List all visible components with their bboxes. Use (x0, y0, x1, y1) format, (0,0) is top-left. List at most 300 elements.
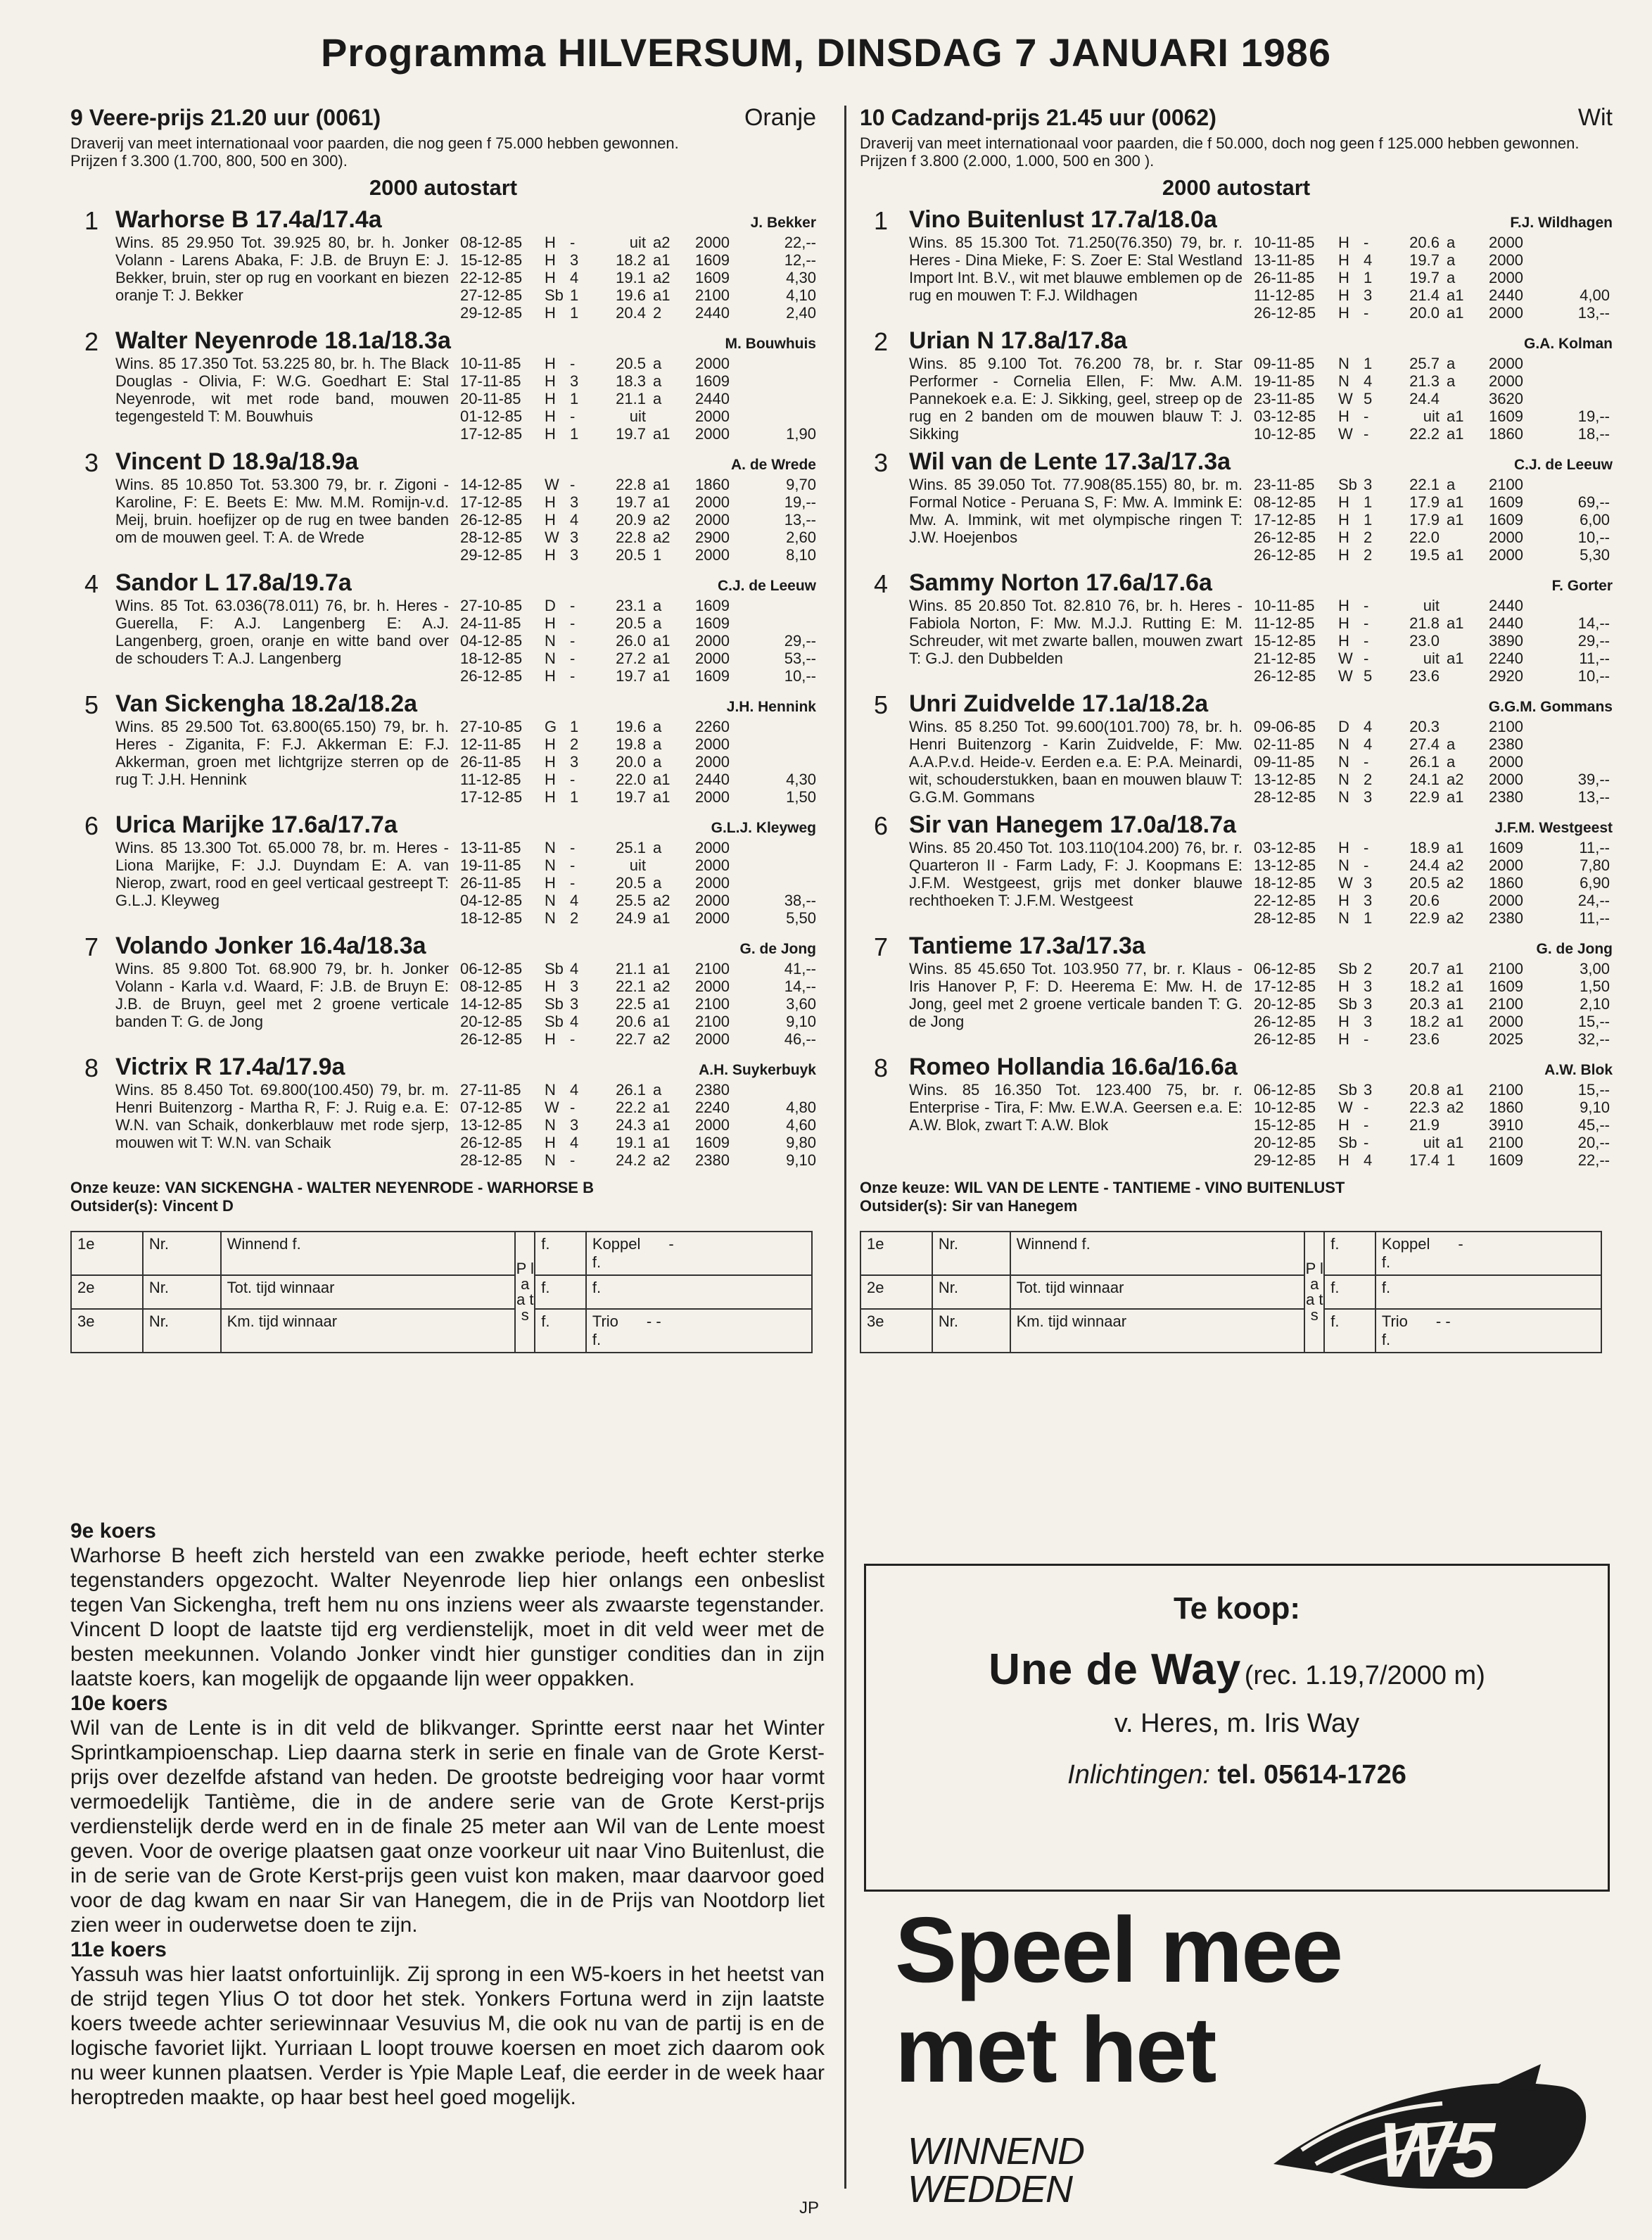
start-cell: a (653, 614, 662, 632)
horse-name: Sammy Norton 17.6a/17.6a (909, 569, 1212, 596)
horse-details (115, 476, 816, 564)
start-cell: 1 (570, 788, 579, 806)
horse-details (909, 355, 1613, 443)
start-cell: H (545, 390, 556, 407)
start-cell: 18.9 (1409, 839, 1440, 856)
start-cell: H (1338, 304, 1349, 322)
horse-details (909, 234, 1613, 322)
start-cell: a1 (1447, 425, 1464, 443)
start-cell: 3910 (1489, 1116, 1523, 1134)
start-cell (763, 735, 816, 753)
start-cell: 11,-- (1579, 909, 1610, 927)
start-row (460, 892, 816, 909)
start-cell (763, 355, 816, 372)
our-choice: Onze keuze: VAN SICKENGHA - WALTER NEYENRODE - WARHORSE B (70, 1179, 594, 1196)
start-cell: a1 (653, 1116, 671, 1134)
result-r3: 3e (867, 1312, 884, 1330)
start-cell: 2380 (1489, 788, 1523, 806)
start-cell: 3 (570, 372, 579, 390)
start-row (460, 1013, 816, 1030)
result-cell (1324, 1309, 1375, 1353)
start-cell: 19.7 (616, 667, 646, 685)
horse-details (115, 718, 816, 806)
start-cell: - (1364, 1134, 1369, 1151)
start-cell: 20.9 (616, 511, 646, 529)
start-cell: H (545, 614, 556, 632)
start-cell: 1609 (695, 597, 730, 614)
start-cell: 18.3 (616, 372, 646, 390)
start-cell: 2100 (1489, 476, 1523, 493)
start-cell (763, 407, 816, 425)
start-cell: 24.4 (1409, 390, 1440, 407)
horse-entry (70, 448, 816, 564)
start-cell: N (545, 1151, 556, 1169)
horse-name-line (115, 811, 816, 839)
start-cell: 4,30 (786, 771, 816, 788)
horse-number: 5 (84, 690, 99, 719)
start-cell: H (545, 753, 556, 771)
start-cell: 2920 (1489, 667, 1523, 685)
race-10-column (860, 104, 1613, 1353)
results-table (70, 1231, 813, 1353)
start-cell: a2 (653, 529, 671, 546)
horse-body (909, 327, 1613, 443)
start-cell: 1 (653, 546, 662, 564)
start-cell: 20-12-85 (460, 1013, 523, 1030)
horse-name: Romeo Hollandia 16.6a/16.6a (909, 1053, 1238, 1080)
start-cell: W (1338, 667, 1353, 685)
start-cell: a2 (1447, 909, 1464, 927)
start-cell: 20-12-85 (1254, 995, 1316, 1013)
start-cell: 13-12-85 (460, 1116, 523, 1134)
start-cell: 6,90 (1580, 874, 1610, 892)
start-cell: 2100 (695, 1013, 730, 1030)
horse-entry (860, 206, 1613, 322)
start-cell: H (1338, 407, 1349, 425)
start-cell: 3 (570, 977, 579, 995)
start-cell: 38,-- (784, 892, 816, 909)
commentary (70, 1519, 825, 2110)
start-cell: 2000 (1489, 1013, 1523, 1030)
start-cell: 07-12-85 (460, 1099, 523, 1116)
start-cell: N (545, 909, 556, 927)
horse-details (909, 718, 1613, 806)
start-cell: N (545, 1116, 556, 1134)
start-cell: 1609 (695, 614, 730, 632)
start-cell: H (545, 372, 556, 390)
horse-driver: A. de Wrede (731, 457, 816, 473)
start-cell: 2440 (1489, 597, 1523, 614)
start-row (1254, 960, 1613, 977)
result-f: f. (541, 1312, 550, 1330)
start-cell (1556, 355, 1610, 372)
start-cell: 4 (570, 1081, 579, 1099)
start-cell: a2 (653, 269, 671, 286)
start-row (1254, 597, 1613, 614)
start-cell: 1 (570, 425, 579, 443)
result-winnend: Winnend f. (1016, 1235, 1091, 1253)
horse-description: Wins. 85 39.050 Tot. 77.908(85.155) 80, br. m. Formal Notice - Peruana S, F: Mw. A. Immink E: Mw. A. Immink, wit met olympische ringen T: J.W. Hoejenbos (909, 476, 1243, 546)
start-cell: 2000 (1489, 304, 1523, 322)
start-cell: 2100 (695, 960, 730, 977)
horse-entry (70, 569, 816, 685)
start-cell: 1,50 (1580, 977, 1610, 995)
start-cell: a1 (653, 995, 671, 1013)
horse-entry (860, 1053, 1613, 1169)
start-cell: a2 (653, 234, 671, 251)
start-cell: N (1338, 771, 1349, 788)
result-f: f. (1381, 1331, 1391, 1348)
promo-line-1: Speel mee (895, 1898, 1342, 2001)
start-cell: 2240 (1489, 650, 1523, 667)
start-cell: 09-06-85 (1254, 718, 1316, 735)
result-f: f. (1381, 1279, 1391, 1296)
start-cell (653, 856, 695, 874)
horse-number: 1 (874, 206, 889, 235)
start-cell: 4 (1364, 372, 1373, 390)
start-cell: 4 (570, 892, 579, 909)
start-cell: W (1338, 874, 1353, 892)
start-cell: 22.1 (1409, 476, 1440, 493)
start-row (460, 667, 816, 685)
start-cell: Sb (1338, 995, 1357, 1013)
start-cell: a (1447, 372, 1456, 390)
start-row (1254, 735, 1613, 753)
outsiders: Outsider(s): Sir van Hanegem (860, 1197, 1078, 1215)
start-cell: 69,-- (1577, 493, 1610, 511)
horse-starts (460, 234, 816, 322)
start-row (1254, 251, 1613, 269)
result-cell (1375, 1232, 1601, 1275)
horse-starts (1254, 960, 1613, 1048)
start-cell: 2000 (695, 1116, 730, 1134)
start-cell: 18-12-85 (1254, 874, 1316, 892)
start-cell: 2000 (695, 856, 730, 874)
start-cell: a (653, 1081, 662, 1099)
start-cell: 19.7 (616, 788, 646, 806)
start-cell (1447, 529, 1489, 546)
start-cell: 2 (1364, 546, 1373, 564)
horse-details (909, 839, 1613, 927)
start-cell: 17-12-85 (1254, 511, 1316, 529)
start-cell: 26-12-85 (460, 1134, 523, 1151)
start-cell: 1609 (1489, 839, 1523, 856)
start-cell: a1 (653, 1099, 671, 1116)
start-row (460, 251, 816, 269)
promo-brand-1: WINNEND (908, 2130, 1084, 2172)
start-cell (763, 856, 816, 874)
start-cell: - (570, 632, 576, 650)
start-cell: a1 (653, 771, 671, 788)
start-cell: N (1338, 735, 1349, 753)
horse-description: Wins. 85 45.650 Tot. 103.950 77, br. r. Klaus - Iris Hanover P, F: D. Heerema E: Mw. H. de Jong, geel met 2 groene verticale banden T: G. de Jong (909, 960, 1243, 1030)
start-cell: uit (1423, 407, 1440, 425)
start-cell: 2000 (1489, 771, 1523, 788)
result-f: f. (1381, 1253, 1391, 1271)
horse-body (909, 811, 1613, 927)
commentary-heading-10: 10e koers (70, 1692, 168, 1715)
result-cell (143, 1232, 221, 1275)
start-cell: 24.2 (616, 1151, 646, 1169)
w5-logo-text: W5 (1379, 2107, 1495, 2194)
start-row (460, 839, 816, 856)
start-cell (1447, 632, 1489, 650)
horse-description: Wins. 85 15.300 Tot. 71.250(76.350) 79, br. r. Heres - Dina Mieke, F: S. Zoer E: Stal Westland Import Int. B.V., wit met blauwe emblemen op de rug en mouwen T: F.J. Wildhagen (909, 234, 1243, 304)
start-cell: 28-12-85 (460, 1151, 523, 1169)
start-cell: 20-12-85 (1254, 1134, 1316, 1151)
start-cell: 11-12-85 (1254, 614, 1315, 632)
start-cell: 12,-- (784, 251, 816, 269)
start-cell: 2000 (695, 511, 730, 529)
start-cell (1556, 372, 1610, 390)
start-cell: 13,-- (784, 511, 816, 529)
start-cell: 22.3 (1409, 1099, 1440, 1116)
horse-details (909, 597, 1613, 685)
horse-name-line (909, 1053, 1613, 1081)
start-cell (763, 390, 816, 407)
start-cell: 3 (570, 546, 579, 564)
race-title: 10 Cadzand-prijs 21.45 uur (0062) (860, 105, 1216, 130)
start-cell: 2240 (695, 1099, 730, 1116)
start-cell: - (570, 355, 576, 372)
result-cell (1375, 1309, 1601, 1353)
start-cell: 21.3 (1409, 372, 1440, 390)
start-cell: 8,10 (786, 546, 816, 564)
start-cell: 2100 (1489, 960, 1523, 977)
start-cell: 19,-- (1577, 407, 1610, 425)
horse-name-line (909, 811, 1613, 839)
horse-description: Wins. 85 10.850 Tot. 53.300 79, br. r. Zigoni - Karoline, F: E. Beets E: Mw. M.M. Romijn-v.d. Meij, bruin. hoefijzer op de rug en twee banden om de mouwen geel. T: A. de Wrede (115, 476, 449, 546)
start-cell: 29-12-85 (460, 546, 523, 564)
start-cell: 24.3 (616, 1116, 646, 1134)
start-cell: 29-12-85 (1254, 1151, 1316, 1169)
start-row (460, 511, 816, 529)
start-cell: 13-12-85 (1254, 856, 1316, 874)
start-cell: 10-12-85 (1254, 425, 1316, 443)
horse-entry (860, 690, 1613, 806)
start-cell: 20.7 (1409, 960, 1440, 977)
horse-body (909, 569, 1613, 685)
start-row (1254, 493, 1613, 511)
start-row (1254, 632, 1613, 650)
start-cell: N (545, 839, 556, 856)
commentary-text-10: Wil van de Lente is in dit veld de blikvanger. Sprintte eerst naar het Winter Sprintkampioenschap. Liep daarna sterk in serie en finale van de Grote Kerst-prijs over dezelfde afstand van heden. De grootste bedreiging voor haar vormt vermoedelijk Tantième, die in de andere serie van de Grote Kerst-prijs verdienstelijk derde werd en in de finale 25 meter aan Wil van de Lente moest geven. Voor de overige plaatsen gaat onze voorkeur uit naar Vino Buitenlust, die in de serie van de Grote Kerst-prijs geen vuist kon maken, maar daarvoor goed voor de dag kwam en naar Sir van Hanegem, die in de Prijs van Nootdorp liet zien weer in ouderwetse doen te zijn. (70, 1716, 825, 1937)
start-cell: H (1338, 1116, 1349, 1134)
horse-number: 1 (84, 206, 99, 235)
start-cell: uit (629, 407, 646, 425)
start-cell: H (545, 304, 556, 322)
ad-record: (rec. 1.19,7/2000 m) (1244, 1661, 1485, 1690)
start-row (1254, 874, 1613, 892)
start-cell: 27-10-85 (460, 718, 523, 735)
result-dash2: - - (646, 1312, 661, 1330)
horse-driver: J.F.M. Westgeest (1494, 820, 1613, 836)
horse-name-line (909, 932, 1613, 960)
start-row (1254, 1134, 1613, 1151)
start-cell: a2 (653, 977, 671, 995)
race-conditions (860, 134, 1613, 170)
start-cell: H (1338, 632, 1349, 650)
start-cell: 18,-- (1577, 425, 1610, 443)
horse-driver: F.J. Wildhagen (1510, 215, 1613, 231)
start-cell: 26-12-85 (460, 667, 523, 685)
start-row (460, 476, 816, 493)
start-cell: a1 (1447, 511, 1464, 529)
start-cell: 24-11-85 (460, 614, 521, 632)
horse-starts (1254, 718, 1613, 806)
start-cell: 3 (570, 529, 579, 546)
result-f: f. (541, 1279, 550, 1296)
start-cell: 45,-- (1577, 1116, 1610, 1134)
horse-body (909, 1053, 1613, 1169)
start-cell: a (653, 735, 662, 753)
start-cell: 5 (1364, 667, 1373, 685)
start-cell: 1609 (1489, 493, 1523, 511)
horse-description: Wins. 85 16.350 Tot. 123.400 75, br. r. Enterprise - Tira, F: Mw. E.W.A. Geersen e.a. E: A.W. Blok, zwart T: A.W. Blok (909, 1081, 1243, 1134)
start-cell (1556, 390, 1610, 407)
horse-body (115, 690, 816, 806)
start-cell: a1 (1447, 788, 1464, 806)
start-cell: H (545, 251, 556, 269)
start-cell: - (570, 667, 576, 685)
start-cell: 3 (570, 1116, 579, 1134)
start-cell: 22,-- (784, 234, 816, 251)
start-row (1254, 269, 1613, 286)
horse-description: Wins. 85 8.250 Tot. 99.600(101.700) 78, br. h. Henri Buitenzorg - Karin Zuidvelde, F: Mw. A.A.P.v.d. Heide-v. Eerden e.a. E: P.A. Meinardi, wit, schouderstukken, baan en mouwen blauw T: G.G.M. Gommans (909, 718, 1243, 806)
start-cell: - (1364, 597, 1369, 614)
start-row (460, 304, 816, 322)
start-cell: a (1447, 735, 1456, 753)
result-f: f. (592, 1331, 602, 1348)
start-cell: 20,-- (1577, 1134, 1610, 1151)
start-cell: 20.0 (616, 753, 646, 771)
start-cell: a1 (1447, 286, 1464, 304)
horse-description: Wins. 85 8.450 Tot. 69.800(100.450) 79, br. m. Henri Buitenzorg - Martha R, F: J. Ruig e.a. E: W.N. van Schaik, donkerblauw met rode sjerp, mouwen wit T: W.N. van Schaik (115, 1081, 449, 1151)
horse-body (115, 206, 816, 322)
start-cell: 4,10 (786, 286, 816, 304)
horse-body (115, 1053, 816, 1169)
start-cell: H (1338, 839, 1349, 856)
start-row (1254, 977, 1613, 995)
start-cell: W (545, 529, 559, 546)
horse-entry (70, 327, 816, 443)
start-cell: 17-12-85 (1254, 977, 1316, 995)
start-cell: - (1364, 304, 1369, 322)
result-f: f. (592, 1253, 602, 1271)
start-cell: N (545, 892, 556, 909)
start-row (1254, 1030, 1613, 1048)
start-row (1254, 839, 1613, 856)
start-cell: 17-12-85 (460, 493, 523, 511)
start-cell: 9,70 (786, 476, 816, 493)
start-cell (1556, 251, 1610, 269)
horse-entry (70, 1053, 816, 1169)
start-row (1254, 1116, 1613, 1134)
plaats-label: P l a a t s (1304, 1232, 1324, 1353)
start-cell: 1 (570, 390, 579, 407)
start-cell: 29,-- (1577, 632, 1610, 650)
start-cell: 3 (1364, 1013, 1373, 1030)
start-cell: 14-12-85 (460, 995, 523, 1013)
horse-name: Wil van de Lente 17.3a/17.3a (909, 448, 1231, 475)
start-cell: 2000 (1489, 856, 1523, 874)
start-cell: 10-12-85 (1254, 1099, 1316, 1116)
start-cell (1556, 234, 1610, 251)
start-cell: - (570, 476, 576, 493)
start-cell: 1609 (1489, 977, 1523, 995)
start-cell: 9,10 (786, 1151, 816, 1169)
start-cell: 04-12-85 (460, 892, 523, 909)
horse-body (115, 811, 816, 927)
horse-name-line (909, 327, 1613, 355)
start-cell: 2000 (1489, 546, 1523, 564)
race-prizes: Prijzen f 3.300 (1.700, 800, 500 en 300). (70, 152, 348, 170)
start-cell: a (1447, 753, 1456, 771)
result-cell (1324, 1232, 1375, 1275)
start-cell: H (545, 511, 556, 529)
start-row (1254, 753, 1613, 771)
result-km: Km. tijd winnaar (1016, 1312, 1127, 1330)
start-cell: 22.2 (1409, 425, 1440, 443)
start-cell: H (1338, 234, 1349, 251)
start-cell: 01-12-85 (460, 407, 523, 425)
start-row (1254, 529, 1613, 546)
start-cell: 1609 (695, 372, 730, 390)
start-row (460, 1151, 816, 1169)
start-cell (763, 839, 816, 856)
commentary-text-9: Warhorse B heeft zich hersteld van een zwakke periode, heeft echter sterke tegenstanders opgezocht. Walter Neyenrode liep hier onlangs een onbeslist tegen Van Sickengha, treft hem nu ons inziens weer als zwaarste tegenstander. Vincent D loopt de laatste tijd erg verdienstelijk, moet in dit veld weer met de besten meekunnen. Volando Jonker vindt hier gunstiger condities dan in zijn laatste koers, kan mogelijk de opgaande lijn weer oppakken. (70, 1544, 825, 1690)
start-cell: - (1364, 234, 1369, 251)
horse-name-line (115, 448, 816, 476)
horse-name-line (115, 206, 816, 234)
horse-entry (860, 448, 1613, 564)
start-cell: 04-12-85 (460, 632, 523, 650)
start-cell: 19.7 (1409, 251, 1440, 269)
ad-contact (866, 1760, 1608, 1790)
start-cell: H (1338, 546, 1349, 564)
start-cell: 17-11-85 (460, 372, 521, 390)
start-cell: - (570, 1151, 576, 1169)
result-cell (860, 1232, 932, 1275)
horse-details (115, 355, 816, 443)
start-cell (763, 718, 816, 735)
start-cell (1556, 735, 1610, 753)
start-cell: 18-12-85 (460, 650, 523, 667)
start-cell: G (545, 718, 557, 735)
horse-name-line (115, 569, 816, 597)
start-cell: H (545, 1134, 556, 1151)
start-row (1254, 372, 1613, 390)
horse-entry (70, 811, 816, 927)
start-row (460, 718, 816, 735)
start-cell: 2000 (695, 355, 730, 372)
result-r1: 1e (867, 1235, 884, 1253)
start-row (460, 493, 816, 511)
start-cell: 2,40 (786, 304, 816, 322)
start-cell: 23.0 (1409, 632, 1440, 650)
start-cell: 4 (570, 511, 579, 529)
start-row (1254, 667, 1613, 685)
start-cell (1447, 667, 1489, 685)
start-cell: H (545, 874, 556, 892)
horse-number: 2 (84, 327, 99, 356)
horse-number: 6 (84, 811, 99, 840)
start-cell: 1609 (695, 667, 730, 685)
start-cell: 08-12-85 (460, 234, 523, 251)
start-cell: 26.1 (1409, 753, 1440, 771)
horse-name: Sir van Hanegem 17.0a/18.7a (909, 811, 1236, 838)
start-cell: 2000 (1489, 753, 1523, 771)
